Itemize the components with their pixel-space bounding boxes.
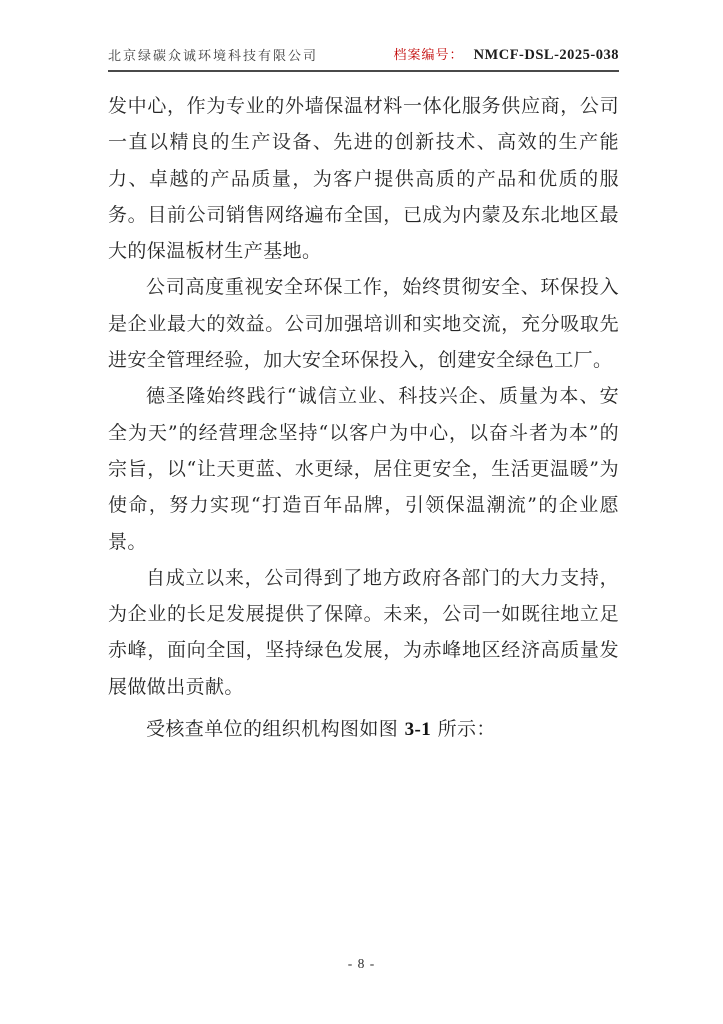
document-header [108,44,619,72]
page-number: - 8 - [347,956,376,971]
paragraph: 自成立以来，公司得到了地方政府各部门的大力支持，为企业的长足发展提供了保障。未来，公司一如既往地立足赤峰，面向全国，坚持绿色发展，为赤峰地区经济高质量发展做做出贡献。 [108,566,619,698]
header-company-name: 北京绿碳众诚环境科技有限公司 [108,49,319,64]
paragraph: 德圣隆始终践行“诚信立业、科技兴企、质量为本、安全为天”的经营理念坚持“以客户为中心，以奋斗者为本”的宗旨，以“让天更蓝、水更绿，居住更安全，生活更温暖”为使命，努力实现“打造百年品牌，引领保温潮流”的企业愿景。 [108,385,619,553]
archive-number-group [394,44,619,64]
figure-reference-line [108,711,619,748]
paragraph: 公司高度重视安全环保工作，始终贯彻安全、环保投入是企业最大的效益。公司加强培训和实地交流，充分吸取先进安全管理经验，加大安全环保投入，创建安全绿色工厂。 [108,276,619,372]
archive-number-value: NMCF-DSL-2025-038 [473,47,619,63]
figure-reference-suffix: 所示： [431,718,496,741]
document-body [108,88,619,748]
paragraph-continuation: 发中心，作为专业的外墙保温材料一体化服务供应商，公司一直以精良的生产设备、先进的创新技术、高效的生产能力、卓越的产品质量，为客户提供高质的产品和优质的服务。目前公司销售网络遍布全国，已成为内蒙及东北地区最大的保温板材生产基地。 [108,95,619,263]
archive-number-label: 档案编号： [393,48,464,63]
figure-reference-number: 3-1 [404,719,432,741]
document-footer [0,953,723,972]
figure-reference-prefix: 受核查单位的组织机构图如图 [146,718,405,741]
